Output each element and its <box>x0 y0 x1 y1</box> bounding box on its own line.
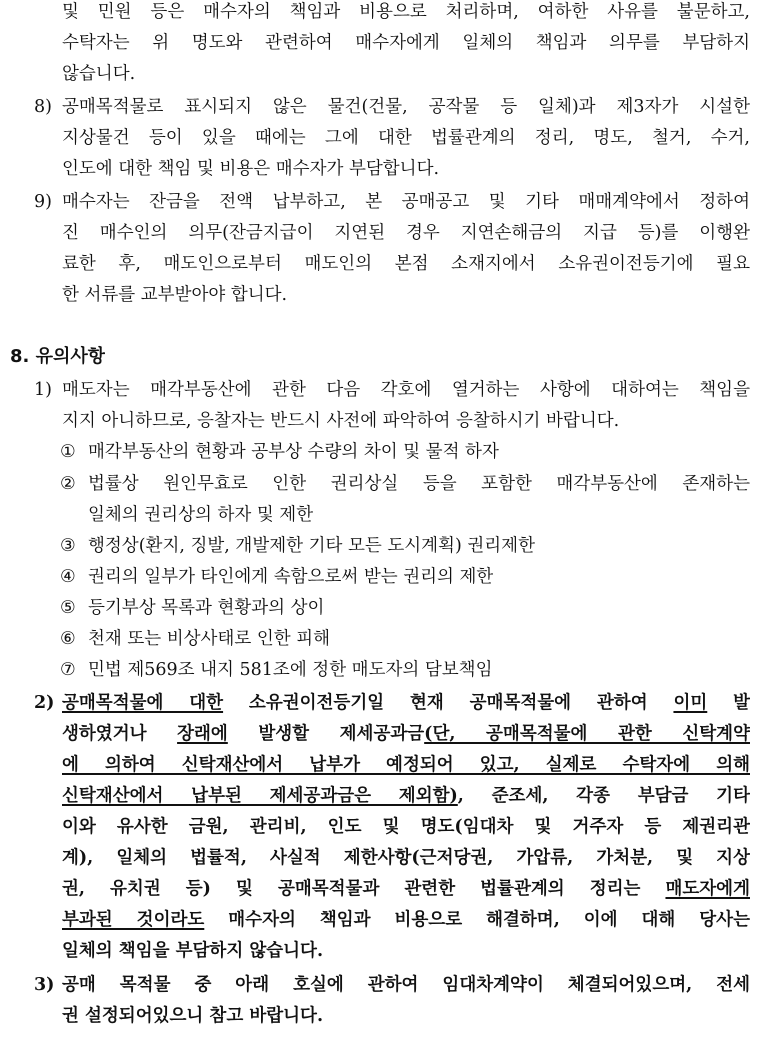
circled-number: ⑤ <box>60 598 76 618</box>
paragraph-line: 공매 목적물 중 아래 호실에 관하여 임대차계약이 체결되어있으며, 전세 <box>62 975 750 995</box>
paragraph-line: 일체의 책임을 부담하지 않습니다. <box>62 941 324 961</box>
paragraph-line: 매수자는 잔금을 전액 납부하고, 본 공매공고 및 기타 매매계약에서 정하여 <box>62 192 750 212</box>
paragraph-line <box>62 905 750 936</box>
paragraph-line <box>62 781 750 812</box>
underlined-text: 공매목적물에 대한 <box>62 693 224 713</box>
circled-number: ④ <box>60 567 76 587</box>
text-span: 생하였거나 <box>62 724 178 744</box>
underlined-text: 장래에 <box>177 724 228 744</box>
paragraph-line <box>62 750 750 781</box>
underlined-text: 신탁재산에서 납부된 제세공과금은 제외함) <box>62 786 458 806</box>
item-number: 2) <box>34 693 55 713</box>
list-item: 천재 또는 비상사태로 인한 피해 <box>88 629 331 649</box>
underlined-text: 이미 <box>673 693 708 713</box>
paragraph-line: 및 민원 등은 매수자의 책임과 비용으로 처리하며, 여하한 사유를 불문하고, <box>62 2 750 22</box>
paragraph-line: 진 매수인의 의무(잔금지급이 지연된 경우 지연손해금의 지급 등)를 이행완 <box>62 223 750 243</box>
text-span: 매수자의 책임과 비용으로 해결하며, 이에 대해 당사는 <box>204 910 750 930</box>
paragraph-line: 이와 유사한 금원, 관리비, 인도 및 명도(임대차 및 거주자 등 제권리관 <box>62 817 750 837</box>
text-span: 발생할 제세공과금 <box>227 724 425 744</box>
list-item: 일체의 권리상의 하자 및 제한 <box>88 505 314 525</box>
item-number: 9) <box>34 192 52 212</box>
paragraph-line: 공매목적물로 표시되지 않은 물건(건물, 공작물 등 일체)과 제3자가 시설한 <box>62 97 750 117</box>
paragraph-line: 한 서류를 교부받아야 합니다. <box>62 285 288 305</box>
circled-number: ⑦ <box>60 660 76 680</box>
paragraph-line <box>62 688 750 719</box>
paragraph-line: 료한 후, 매도인으로부터 매도인의 본점 소재지에서 소유권이전등기에 필요 <box>62 254 750 274</box>
circled-number: ③ <box>60 536 76 556</box>
text-span: 발 <box>707 693 750 713</box>
underlined-text: 부과된 것이라도 <box>62 910 205 930</box>
paragraph-line: 수탁자는 위 명도와 관련하여 매수자에게 일체의 책임과 의무를 부담하지 <box>62 33 750 53</box>
paragraph-line: 계), 일체의 법률적, 사실적 제한사항(근저당권, 가압류, 가처분, 및 지상 <box>62 848 750 868</box>
paragraph-line: 인도에 대한 책임 및 비용은 매수자가 부담합니다. <box>62 159 440 179</box>
section-heading: 8. 유의사항 <box>10 346 106 367</box>
paragraph-line: 매도자는 매각부동산에 관한 다음 각호에 열거하는 사항에 대하여는 책임을 <box>62 380 750 400</box>
underlined-text: 매도자에게 <box>665 879 750 899</box>
list-item: 법률상 원인무효로 인한 권리상실 등을 포함한 매각부동산에 존재하는 <box>88 474 750 494</box>
list-item: 등기부상 목록과 현황과의 상이 <box>88 598 325 618</box>
text-span: 권, 유치권 등) 및 공매목적물과 관련한 법률관계의 정리는 <box>62 879 666 899</box>
item-number: 8) <box>34 97 52 117</box>
text-span: 소유권이전등기일 현재 공매목적물에 관하여 <box>223 693 674 713</box>
paragraph-line <box>62 719 750 750</box>
circled-number: ① <box>60 442 76 462</box>
list-item: 매각부동산의 현황과 공부상 수량의 차이 및 물적 하자 <box>88 442 499 462</box>
paragraph-line: 권 설정되어있으니 참고 바랍니다. <box>62 1006 324 1026</box>
list-item: 민법 제569조 내지 581조에 정한 매도자의 담보책임 <box>88 660 493 680</box>
item-number: 3) <box>34 975 55 995</box>
circled-number: ⑥ <box>60 629 76 649</box>
paragraph-line: 지상물건 등이 있을 때에는 그에 대한 법률관계의 정리, 명도, 철거, 수거, <box>62 128 750 148</box>
paragraph-line <box>62 874 750 905</box>
underlined-text: (단, 공매목적물에 관한 신탁계약 <box>424 724 750 744</box>
item-number: 1) <box>34 380 52 400</box>
paragraph-line: 지지 아니하므로, 응찰자는 반드시 사전에 파악하여 응찰하시기 바랍니다. <box>62 411 620 431</box>
list-item: 권리의 일부가 타인에게 속함으로써 받는 권리의 제한 <box>88 567 494 587</box>
paragraph-line: 않습니다. <box>62 64 136 84</box>
circled-number: ② <box>60 474 76 494</box>
list-item: 행정상(환지, 징발, 개발제한 기타 모든 도시계획) 권리제한 <box>88 536 535 556</box>
underlined-text: 에 의하여 신탁재산에서 납부가 예정되어 있고, 실제로 수탁자에 의해 <box>62 755 750 775</box>
text-span: , 준조세, 각종 부담금 기타 <box>457 786 750 806</box>
